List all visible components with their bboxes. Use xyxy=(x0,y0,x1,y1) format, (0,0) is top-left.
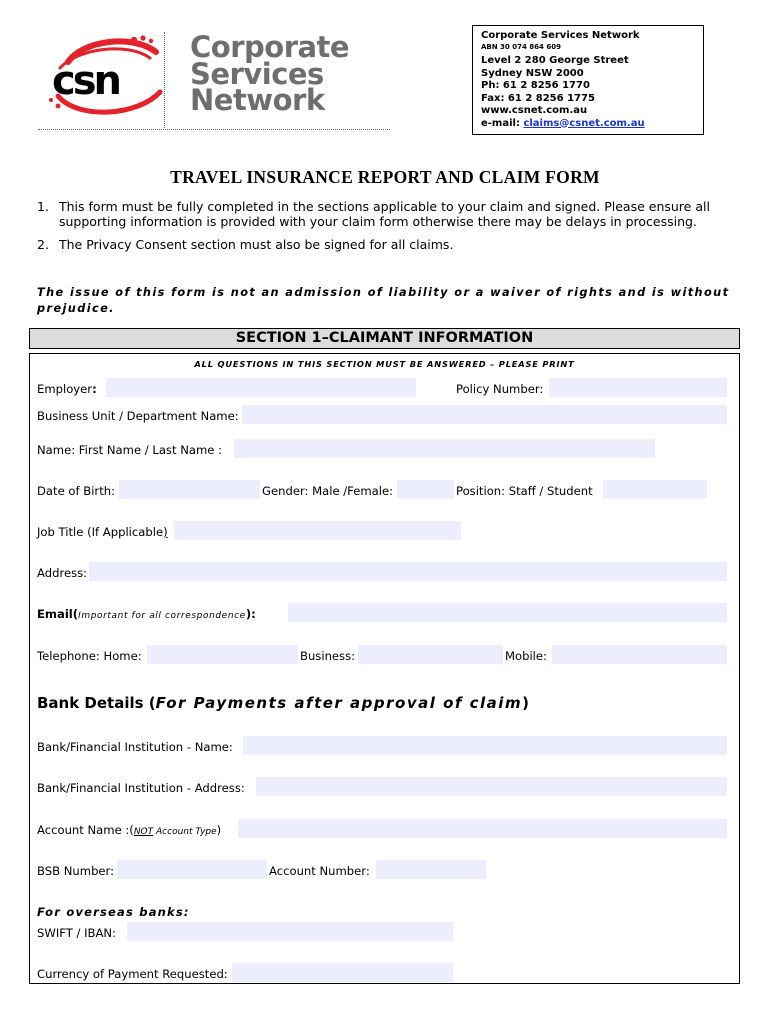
contact-phone: Ph: 61 2 8256 1770 xyxy=(481,80,590,91)
mobile-label: Mobile: xyxy=(505,649,547,663)
currency-label: Currency of Payment Requested: xyxy=(37,967,228,981)
telephone-home-label: Telephone: Home: xyxy=(37,649,142,663)
contact-email-link[interactable]: claims@csnet.com.au xyxy=(523,117,645,129)
business-unit-label: Business Unit / Department Name: xyxy=(37,409,239,423)
instruction-text: This form must be fully completed in the sections applicable to your claim and signed. Please ensure all supporting information is provided with your claim form otherwise there may be delays in processing. xyxy=(59,199,710,229)
position-field[interactable] xyxy=(603,480,707,499)
account-name-label: Account Name :(NOT Account Type) xyxy=(37,823,222,837)
mobile-field[interactable] xyxy=(552,645,727,664)
logo-letters: csn xyxy=(52,58,119,104)
business-phone-label: Business: xyxy=(300,649,356,663)
bank-address-field[interactable] xyxy=(256,777,727,796)
brand-line-2: Services xyxy=(190,56,324,91)
swift-iban-field[interactable] xyxy=(127,922,453,941)
contact-abn: ABN 30 074 864 609 xyxy=(481,43,561,51)
contact-email xyxy=(481,118,703,131)
name-label: Name: First Name / Last Name : xyxy=(37,443,222,457)
contact-box xyxy=(472,25,704,135)
instructions-list xyxy=(37,199,727,252)
instruction-text: The Privacy Consent section must also be signed for all claims. xyxy=(59,237,454,252)
disclaimer: The issue of this form is not an admission of liability or a waiver of rights and is without prejudice. xyxy=(37,286,730,315)
account-name-field[interactable] xyxy=(238,819,727,838)
swift-iban-label: SWIFT / IBAN: xyxy=(37,926,116,940)
name-field[interactable] xyxy=(234,439,655,458)
section-1-header: SECTION 1–CLAIMANT INFORMATION xyxy=(29,328,740,349)
gender-field[interactable] xyxy=(397,480,454,499)
currency-field[interactable] xyxy=(232,963,453,982)
header-dotted-rule xyxy=(38,129,390,130)
brand-line-1: Corporate xyxy=(190,30,350,64)
csn-logo-graphic xyxy=(38,30,168,120)
business-phone-field[interactable] xyxy=(358,645,503,664)
business-unit-field[interactable] xyxy=(242,405,727,424)
employer-label: Employer: xyxy=(37,382,97,396)
address-field[interactable] xyxy=(89,562,727,581)
bank-details-heading: Bank Details (For Payments after approval of claim) xyxy=(37,694,529,712)
bsb-field[interactable] xyxy=(117,860,267,879)
policy-number-label: Policy Number: xyxy=(456,382,544,396)
contact-address-2: Sydney NSW 2000 xyxy=(481,67,584,79)
logo-divider xyxy=(164,32,165,128)
section-instruction: ALL QUESTIONS IN THIS SECTION MUST BE ANSWERED – PLEASE PRINT xyxy=(194,359,575,369)
contact-address-1: Level 2 280 George Street xyxy=(481,55,629,66)
brand-line-3: Network xyxy=(190,83,325,117)
account-number-label: Account Number: xyxy=(269,864,370,878)
position-label: Position: Staff / Student xyxy=(456,484,593,498)
dob-label: Date of Birth: xyxy=(37,484,115,498)
overseas-banks-label: For overseas banks: xyxy=(37,905,190,919)
instruction-item xyxy=(37,199,727,229)
employer-field[interactable] xyxy=(106,378,416,397)
csn-logo xyxy=(38,30,168,120)
instruction-item xyxy=(37,237,727,252)
dob-field[interactable] xyxy=(119,480,260,499)
telephone-home-field[interactable] xyxy=(147,645,298,664)
instruction-number: 1. xyxy=(37,199,49,214)
brand-name xyxy=(190,30,350,117)
account-number-field[interactable] xyxy=(376,860,486,879)
gender-label: Gender: Male /Female: xyxy=(262,484,393,498)
email-field[interactable] xyxy=(288,603,727,622)
address-label: Address: xyxy=(37,566,88,580)
job-title-field[interactable] xyxy=(174,521,461,540)
bank-name-field[interactable] xyxy=(243,736,727,755)
bank-address-label: Bank/Financial Institution - Address: xyxy=(37,781,245,795)
contact-web: www.csnet.com.au xyxy=(481,105,588,116)
policy-number-field[interactable] xyxy=(549,378,727,397)
instruction-number: 2. xyxy=(37,237,49,252)
form-title: TRAVEL INSURANCE REPORT AND CLAIM FORM xyxy=(170,167,600,187)
contact-company: Corporate Services Network xyxy=(481,30,640,41)
bank-name-label: Bank/Financial Institution - Name: xyxy=(37,740,233,754)
contact-email-label: e-mail: xyxy=(481,117,524,129)
contact-fax: Fax: 61 2 8256 1775 xyxy=(481,92,595,104)
email-label: Email(Important for all correspondence): xyxy=(37,607,256,621)
job-title-label: Job Title (If Applicable) xyxy=(37,525,168,539)
bsb-label: BSB Number: xyxy=(37,864,115,878)
